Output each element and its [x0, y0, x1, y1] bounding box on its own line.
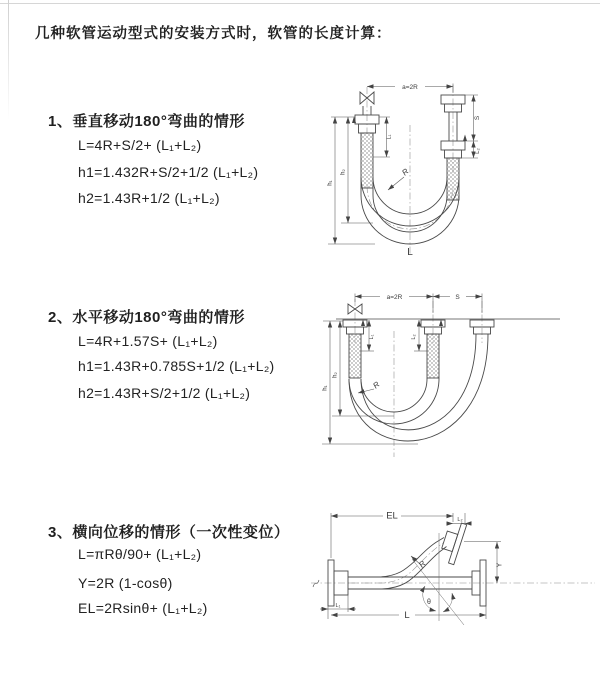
dim-label-h1: h₁ [327, 180, 334, 186]
dimension-lines [320, 510, 501, 619]
position-arrow-icon [361, 320, 443, 327]
break-mark-icon [313, 580, 319, 587]
diagram-lateral-displacement [303, 503, 600, 668]
section-2-formula-L: L=4R+1.57S+ (L₁+L₂) [78, 333, 218, 349]
dim-label-r: R [371, 379, 382, 391]
dim-label-l2: L₂ [457, 517, 463, 523]
centerlines [355, 299, 482, 457]
section-1-formula-h2: h2=1.43R+1/2 (L₁+L₂) [78, 190, 220, 206]
construction-lines [412, 533, 464, 625]
tilted-flange [438, 520, 467, 565]
page-title: 几种软管运动型式的安装方式时，软管的长度计算： [35, 26, 392, 42]
diagram-horizontal-180-bend [308, 283, 600, 461]
section-2-heading: 2、水平移动180°弯曲的情形 [48, 309, 245, 326]
dim-label-a2r: a=2R [402, 84, 418, 91]
braid-section [361, 133, 373, 188]
dim-label-l1: L₁ [335, 603, 341, 609]
section-1-formula-L: L=4R+S/2+ (L₁+L₂) [78, 137, 202, 153]
dim-label-h1: h₁ [322, 385, 329, 391]
dim-label-l2: L₂ [475, 148, 481, 154]
dimension-labels [323, 294, 461, 391]
hose-geometry [336, 304, 560, 441]
hose-geometry [313, 520, 486, 606]
dim-label-s: S [474, 115, 481, 121]
braid-section [447, 158, 459, 200]
dim-label-length: L [407, 247, 413, 258]
section-3-formula-L: L=πRθ/90+ (L₁+L₂) [78, 546, 202, 562]
dim-label-el: EL [386, 510, 398, 522]
diagram-vertical-180-bend [315, 73, 587, 263]
section-3-formula-Y: Y=2R (1-cosθ) [78, 575, 173, 591]
section-1-heading: 1、垂直移动180°弯曲的情形 [48, 113, 245, 130]
section-3-formula-EL: EL=2Rsinθ+ (L₁+L₂) [78, 600, 208, 616]
centerlines [367, 85, 453, 256]
section-2-formula-h2: h2=1.43R+S/2+1/2 (L₁+L₂) [78, 385, 251, 401]
section-2-formula-h1: h1=1.43R+0.785S+1/2 (L₁+L₂) [78, 358, 275, 374]
dim-label-r: R [400, 166, 411, 178]
dim-label-l1: L₁ [386, 134, 393, 140]
dim-label-length: L [404, 610, 410, 621]
radius-leader [388, 177, 404, 190]
dim-label-s: S [455, 293, 460, 301]
dim-label-h2: h₂ [332, 372, 339, 378]
dim-label-theta: θ [427, 599, 431, 606]
dim-label-l2: L₂ [411, 334, 417, 340]
section-3-heading: 3、横向位移的情形（一次性变位） [48, 524, 290, 541]
radius-leader [358, 389, 374, 393]
scan-edge-line [0, 3, 600, 4]
scan-edge-line [8, 0, 9, 120]
dim-label-a2r: a=2R [386, 293, 403, 301]
dimension-labels [336, 511, 504, 622]
dimension-lines [322, 294, 482, 445]
dim-label-h2: h₂ [340, 169, 347, 175]
dim-label-r: R [417, 559, 428, 570]
section-1-formula-h1: h1=1.432R+S/2+1/2 (L₁+L₂) [78, 164, 259, 180]
dim-label-l1: L₁ [369, 334, 375, 340]
dim-label-y: Y [496, 562, 504, 568]
braid-section [427, 334, 439, 378]
braid-section [349, 334, 361, 378]
